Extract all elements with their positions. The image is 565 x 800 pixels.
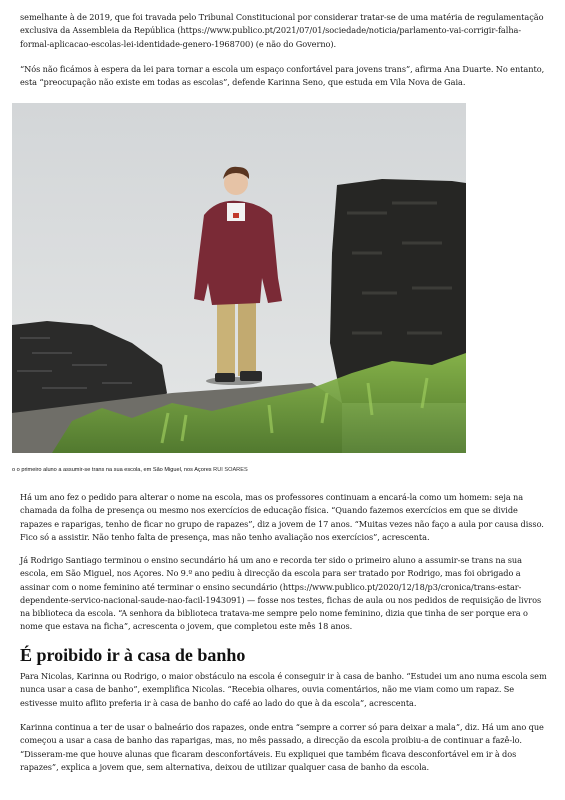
- caption-text: o o primeiro aluno a assumir-se trans na sua escola, em São Miguel, nos Açores: [12, 467, 212, 473]
- section-heading: É proibido ir à casa de banho: [20, 645, 246, 665]
- paragraph-intro-2: “Nós não ficámos à espera da lei para tornar a escola um espaço confortável para jovens trans”, afirma Ana Duarte. No entanto, esta “preocupação não existe em todas as escolas”, defende Karinna Seno, que estuda em Vila Nova de Gaia.: [20, 64, 545, 88]
- article-photo: [12, 103, 466, 453]
- paragraph-intro-1: semelhante à de 2019, que foi travada pelo Tribunal Constitucional por considerar tratar-se de uma matéria de regulamentação exclusiva da Assembleia da República (https://www.publico.pt/2021/07/01/sociedade/noticia/parlamento-vai-corrigir-falha-formal-aplicacao-escolas-lei-identidade-genero-1968700) (e não do Governo).: [20, 12, 544, 49]
- photo-illustration: [12, 103, 466, 453]
- photo-caption: [12, 466, 552, 474]
- paragraph-section-1: Para Nicolas, Karinna ou Rodrigo, o maior obstáculo na escola é conseguir ir à casa de banho. “Estudei um ano numa escola sem nunca usar a casa de banho”, exemplifica Nicolas. “Recebia olhares, ouvia comentários, não me viam como um rapaz. Se estivesse muito aflito preferia ir à casa de banho do café ao lado do que à da escola”, acrescenta.: [20, 671, 547, 708]
- photo-credit: RUI SOARES: [213, 467, 248, 473]
- paragraph-section-2: Karinna continua a ter de usar o balneário dos rapazes, onde entra “sempre a correr só para deixar a mala”, diz. Há um ano que começou a usar a casa de banho das raparigas, mas, no mês passado, a direcção da escola proibiu-a de continuar a fazê-lo. “Disseram-me que houve alunas que ficaram desconfortáveis. Eu expliquei que também ficava desconfortável em ir à dos rapazes”, explica a jovem que, sem alternativa, deixou de utilizar qualquer casa de banho da escola.: [20, 722, 544, 772]
- paragraph-body-2: Já Rodrigo Santiago terminou o ensino secundário há um ano e recorda ter sido o primeiro aluno a assumir-se trans na sua escola, em São Miguel, nos Açores. No 9.º ano pediu à direcção da escola para ser tratado por Rodrigo, mas foi obrigado a assinar com o nome feminino até terminar o ensino secundário (https://www.publico.pt/2020/12/18/p3/cronica/trans-estar-dependente-servico-nacional-saude-nao-facil-1943091) — fosse nos testes, fichas de aula ou nos pedidos de requisição de livros na biblioteca da escola. “A senhora da biblioteca tratava-me sempre pelo nome feminino, dizia que tinha de ser porque era o nome que estava na ficha”, acrescenta o jovem, que completou este mês 18 anos.: [20, 555, 542, 632]
- paragraph-body-1: Há um ano fez o pedido para alterar o nome na escola, mas os professores continuam a encará-la como um homem: seja na chamada da folha de presença ou mesmo nos exercícios de educação física. “Quando fazemos exercícios em que se divide rapazes e raparigas, tenho de ficar no grupo de rapazes”, diz a jovem de 17 anos. “Muitas vezes não faço a aula por causa disso. Fico só a assistir. Não tenho falta de presença, mas não tenho avaliação nos exercícios”, acrescenta.: [20, 492, 544, 542]
